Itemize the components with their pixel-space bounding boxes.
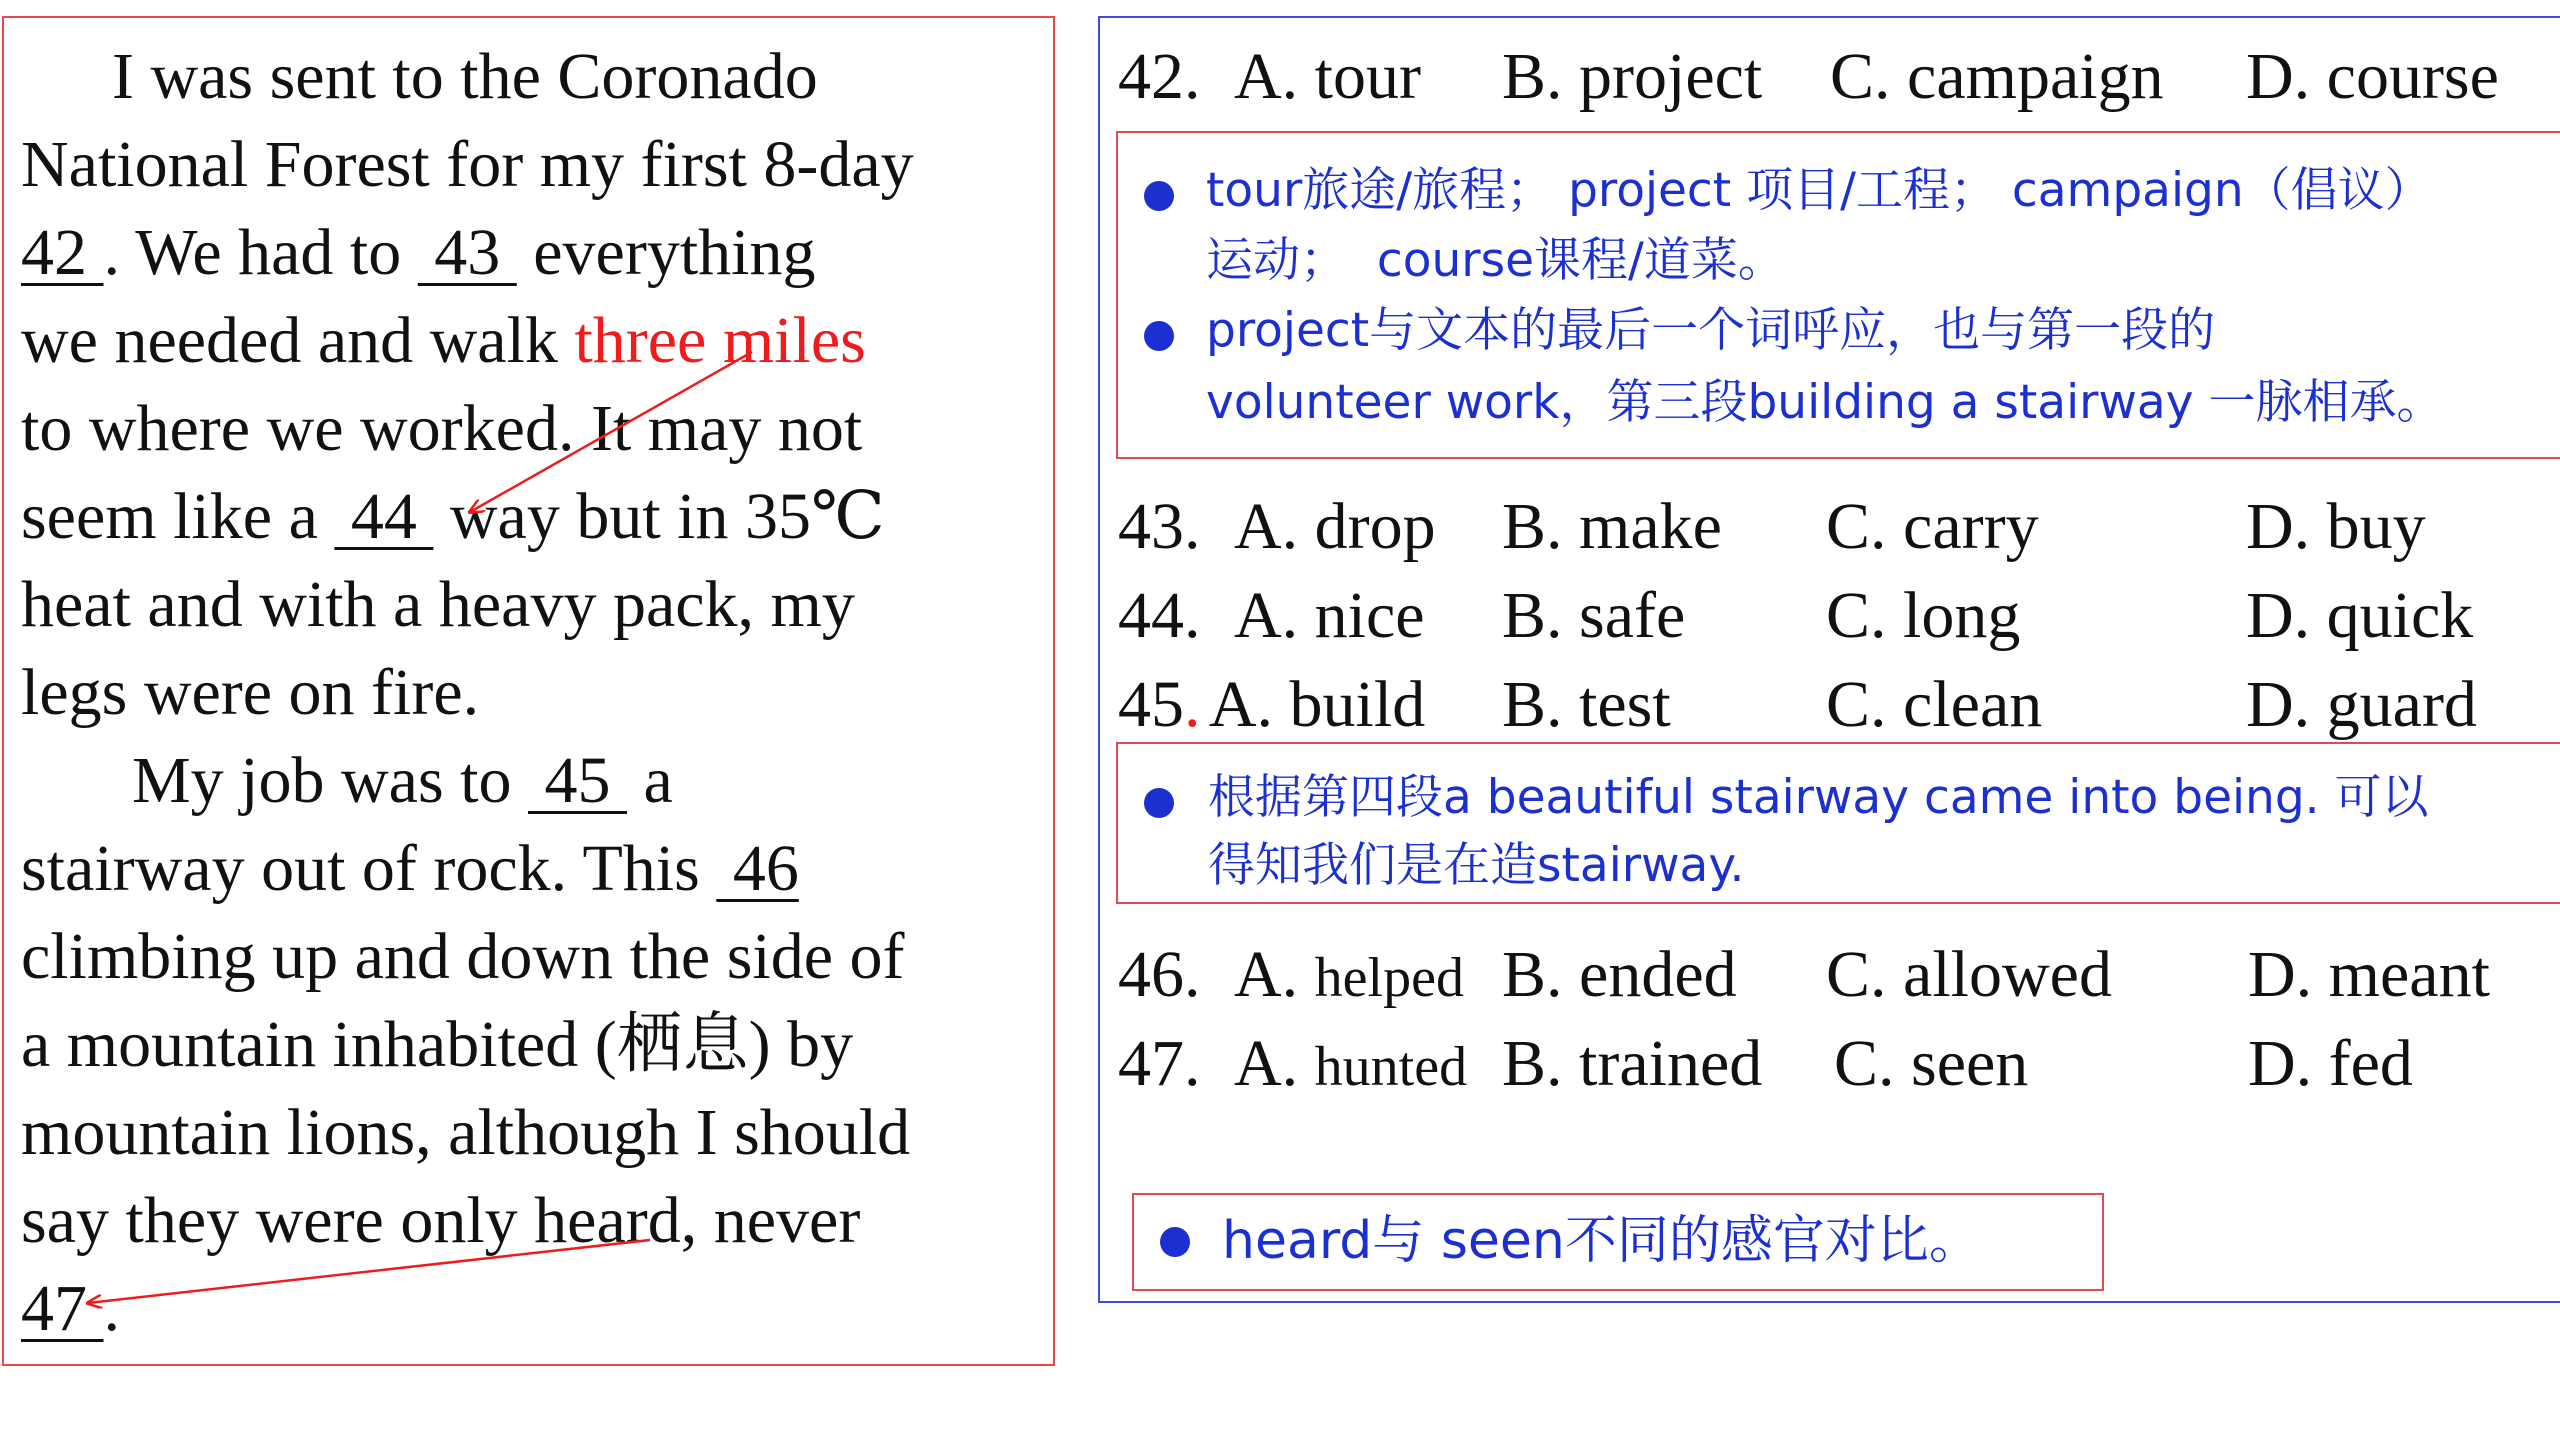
blank-43[interactable]: 43 xyxy=(417,216,517,289)
q42-option-b[interactable]: B. project xyxy=(1502,40,1763,113)
blank-42[interactable]: 42 xyxy=(21,216,104,289)
q44-option-b[interactable]: B. safe xyxy=(1502,579,1686,652)
passage-line: mountain lions, although I should xyxy=(21,1096,911,1169)
hint-text: volunteer work，第三段building a stairway 一脉相承。 xyxy=(1206,375,2444,430)
q42-option-c[interactable]: C. campaign xyxy=(1830,40,2164,113)
q43-option-a[interactable]: A. drop xyxy=(1234,490,1436,563)
q46-option-b[interactable]: B. ended xyxy=(1502,938,1737,1011)
blank-44[interactable]: 44 xyxy=(334,480,434,553)
q44-option-d[interactable]: D. quick xyxy=(2246,579,2474,652)
q46-option-d[interactable]: D. meant xyxy=(2248,938,2490,1011)
hint-text: 得知我们是在造stairway. xyxy=(1208,838,1745,893)
q45-number: 45. xyxy=(1118,668,1201,741)
arrow-three-miles-to-44 xyxy=(470,352,752,512)
q45-option-c[interactable]: C. clean xyxy=(1826,668,2043,741)
blank-45[interactable]: 45 xyxy=(528,744,627,817)
q42-option-d[interactable]: D. course xyxy=(2246,40,2499,113)
passage-line: I was sent to the Coronado xyxy=(112,40,818,113)
q42-number: 42. xyxy=(1118,40,1217,113)
passage-line: to where we worked. It may not xyxy=(21,392,863,465)
q45-option-a[interactable]: A. build xyxy=(1196,668,1426,741)
q46-number: 46. xyxy=(1118,938,1217,1011)
q46-option-a[interactable]: A. helped xyxy=(1234,938,1464,1011)
q45-option-d[interactable]: D. guard xyxy=(2246,668,2477,741)
passage-line: seem like a 44 way but in 35℃ xyxy=(21,480,885,553)
q42-option-a[interactable]: A. tour xyxy=(1234,40,1421,113)
q44-option-a[interactable]: A. nice xyxy=(1234,579,1425,652)
passage-line: National Forest for my first 8-day xyxy=(21,128,914,201)
q44-option-c[interactable]: C. long xyxy=(1826,579,2021,652)
passage-line: heat and with a heavy pack, my xyxy=(21,568,855,641)
q47-option-a[interactable]: A. hunted xyxy=(1234,1027,1468,1100)
q47-option-d[interactable]: D. fed xyxy=(2248,1027,2413,1100)
q44-number: 44. xyxy=(1118,579,1217,652)
q45-option-b[interactable]: B. test xyxy=(1502,668,1671,741)
q47-option-c[interactable]: C. seen xyxy=(1834,1027,2029,1100)
hint-text: project与文本的最后一个词呼应，也与第一段的 xyxy=(1206,303,2216,358)
passage-line: My job was to 45 a xyxy=(132,744,673,817)
q43-option-d[interactable]: D. buy xyxy=(2246,490,2426,563)
passage-line: a mountain inhabited (栖息) by xyxy=(21,1008,854,1081)
hint-text: tour旅途/旅程； project 项目/工程； campaign（倡议） xyxy=(1206,163,2432,218)
hint-text: 根据第四段a beautiful stairway came into being. 可以 xyxy=(1208,770,2429,825)
hint-text: 运动； course课程/道菜。 xyxy=(1206,233,1785,288)
q46-option-c[interactable]: C. allowed xyxy=(1826,938,2112,1011)
passage-line: legs were on fire. xyxy=(21,656,480,729)
passage-line: 47 . xyxy=(21,1272,120,1345)
passage-line: say they were only heard, never xyxy=(21,1184,861,1257)
passage-line: 42 . We had to 43 everything xyxy=(21,216,816,289)
passage-line: we needed and walk three miles xyxy=(21,304,866,377)
q47-number: 47. xyxy=(1118,1027,1217,1100)
q47-option-b[interactable]: B. trained xyxy=(1502,1027,1763,1100)
passage-line: stairway out of rock. This 46 xyxy=(21,832,799,905)
q43-number: 43. xyxy=(1118,490,1217,563)
hint-text: heard与 seen不同的感官对比。 xyxy=(1222,1211,1981,1271)
blank-47[interactable]: 47 xyxy=(21,1272,104,1345)
highlight-three-miles: three miles xyxy=(574,304,866,377)
arrow-heard-to-47 xyxy=(88,1240,650,1303)
passage-line: climbing up and down the side of xyxy=(21,920,905,993)
q43-option-b[interactable]: B. make xyxy=(1502,490,1722,563)
blank-46[interactable]: 46 xyxy=(716,832,799,905)
q43-option-c[interactable]: C. carry xyxy=(1826,490,2039,563)
